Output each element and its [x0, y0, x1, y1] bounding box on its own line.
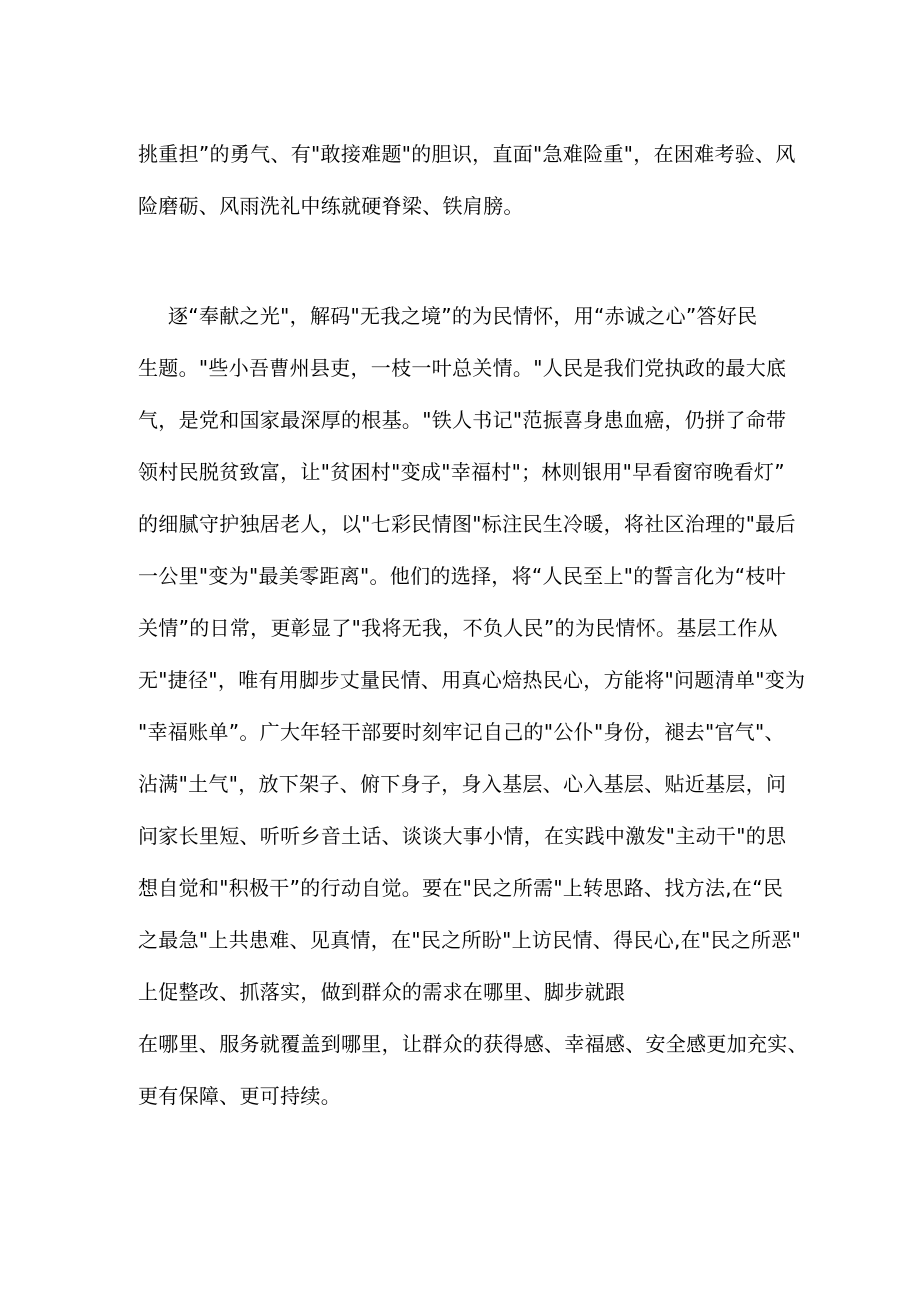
paragraph-2-line-16: 更有保障、更可持续。: [138, 1084, 341, 1108]
paragraph-2-line-1: 逐“奉献之光"，解码"无我之境”的为民情怀，用“赤诚之心”答好民: [168, 304, 758, 328]
paragraph-2-line-6: 一公里"变为"最美零距离"。他们的选择，将“人民至上"的誓言化为“枝叶: [138, 564, 787, 588]
paragraph-2-line-3: 气，是党和国家最深厚的根基。"铁人书记"范振喜身患血癌，仍拼了命带: [138, 408, 787, 432]
paragraph-1-line-1: 挑重担”的勇气、有"敢接难题"的胆识，直面"急难险重"，在困难考验、风: [138, 142, 796, 166]
paragraph-2-line-4: 领村民脱贫致富，让"贫困村"变成"幸福村"；林则银用"早看窗帘晚看灯”: [138, 460, 785, 484]
paragraph-2-line-11: 问家长里短、听听乡音土话、谈谈大事小情，在实践中激发"主动干"的思: [138, 824, 787, 848]
paragraph-2-line-15: 在哪里、服务就覆盖到哪里，让群众的获得感、幸福感、安全感更加充实、: [138, 1032, 808, 1056]
paragraph-2-line-7: 关情”的日常，更彰显了"我将无我，不负人民”的为民情怀。基层工作从: [138, 616, 778, 640]
paragraph-2-line-12: 想自觉和"积极干”的行动自觉。要在"民之所需"上转思路、找方法,在“民: [138, 876, 784, 900]
paragraph-2-line-13: 之最急"上共患难、见真情，在"民之所盼"上访民情、得民心,在"民之所恶": [138, 928, 802, 952]
paragraph-2-line-8: 无"捷径"，唯有用脚步丈量民情、用真心焙热民心，方能将"问题清单"变为: [138, 668, 806, 692]
paragraph-2-line-9: "幸福账单”。广大年轻干部要时刻牢记自己的"公仆"身份，褪去"官气"、: [138, 720, 785, 744]
paragraph-2-line-5: 的细腻守护独居老人，以"七彩民情图"标注民生冷暖，将社区治理的"最后: [138, 512, 796, 536]
paragraph-2-line-14: 上促整改、抓落实，做到群众的需求在哪里、脚步就跟: [138, 980, 626, 1004]
paragraph-1-line-2: 险磨砺、风雨洗礼中练就硬脊梁、铁肩膀。: [138, 194, 524, 218]
paragraph-2-line-10: 沾满"土气"，放下架子、俯下身子，身入基层、心入基层、贴近基层，问: [138, 772, 787, 796]
paragraph-2-line-2: 生题。"些小吾曹州县吏，一枝一叶总关情。"人民是我们党执政的最大底: [138, 356, 787, 380]
